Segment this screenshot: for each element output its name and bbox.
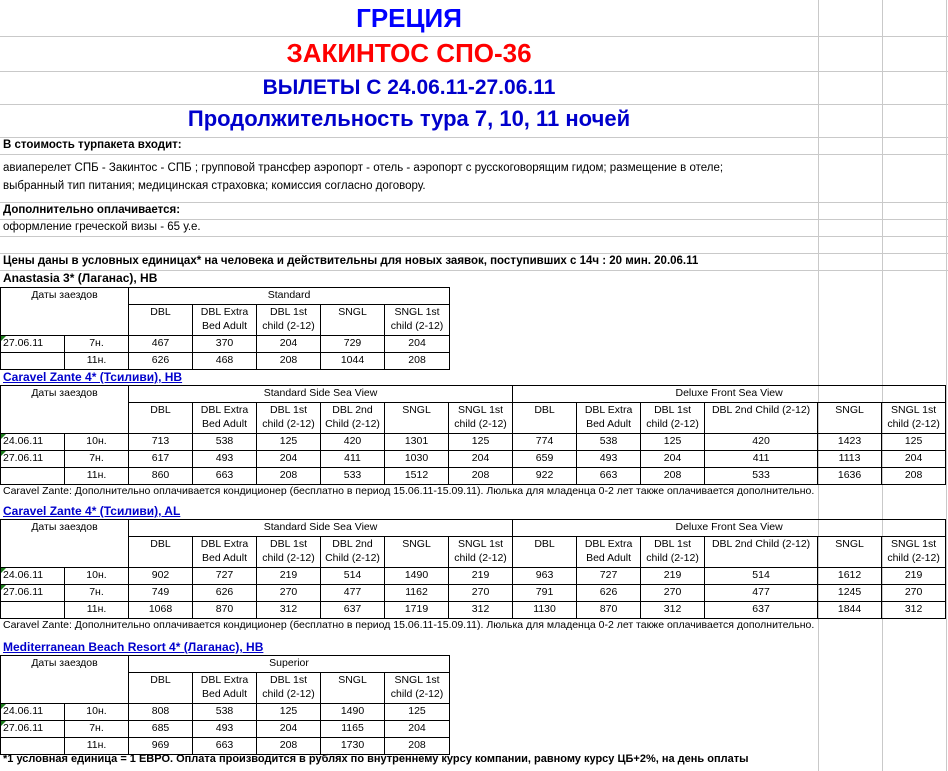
price-cell: 270	[882, 585, 946, 602]
anastasia-price-table	[0, 287, 450, 370]
includes-label: В стоимость турпакета входит:	[3, 139, 182, 151]
hotel-mediterranean-link[interactable]: Mediterranean Beach Resort 4* (Лаганас), HB	[3, 640, 264, 654]
col-child2: DBL 2nd Child (2-12)	[321, 537, 385, 568]
price-cell: 204	[385, 336, 450, 353]
price-cell: 477	[705, 585, 818, 602]
footer-note: *1 условная единица = 1 ЕВРО. Оплата производится в рублях по внутреннему курсу компании, равному курсу ЦБ+2%, на день оплаты	[3, 753, 749, 765]
price-cell: 1730	[321, 738, 385, 755]
price-cell: 791	[513, 585, 577, 602]
nights-cell: 7н.	[65, 451, 129, 468]
price-cell: 749	[129, 585, 193, 602]
date-cell: 24.06.11	[1, 704, 65, 721]
price-cell: 270	[449, 585, 513, 602]
price-cell: 204	[257, 721, 321, 738]
price-cell: 125	[385, 704, 450, 721]
nights-cell: 11н.	[65, 602, 129, 619]
col-sngl: SNGL	[818, 537, 882, 568]
price-cell: 626	[193, 585, 257, 602]
price-cell: 659	[513, 451, 577, 468]
col-dbl: DBL	[129, 403, 193, 434]
price-cell: 617	[129, 451, 193, 468]
nights-cell: 10н.	[65, 434, 129, 451]
price-cell: 1612	[818, 568, 882, 585]
col-dbl-extra: DBL Extra Bed Adult	[577, 537, 641, 568]
caravel-al-note: Caravel Zante: Дополнительно оплачивается кондиционер (бесплатно в период 15.06.11-15.09.11). Люлька для младенца 0-2 лет также оплачивается дополнительно.	[3, 619, 815, 631]
departures-title: ВЫЛЕТЫ С 24.06.11-27.06.11	[262, 76, 556, 99]
includes-line-1: авиаперелет СПБ - Закинтос - СПБ ; групповой трансфер аэропорт - отель - аэропорт с русскоговорящим гидом; размещение в отеле;	[3, 162, 724, 174]
price-cell: 1490	[321, 704, 385, 721]
col-dbl-extra: DBL Extra Bed Adult	[193, 537, 257, 568]
date-cell	[1, 353, 65, 370]
table-row	[1, 704, 450, 721]
price-cell: 125	[449, 434, 513, 451]
col-sngl: SNGL	[321, 305, 385, 336]
caravel-hb-note: Caravel Zante: Дополнительно оплачивается кондиционер (бесплатно в период 15.06.11-15.09.11). Люлька для младенца 0-2 лет также оплачивается дополнительно.	[3, 485, 815, 497]
price-cell: 204	[257, 336, 321, 353]
col-dbl-extra: DBL Extra Bed Adult	[577, 403, 641, 434]
table-row	[1, 353, 450, 370]
price-cell: 312	[641, 602, 705, 619]
col-sngl: SNGL	[385, 403, 449, 434]
nights-cell: 11н.	[65, 468, 129, 485]
price-cell: 204	[882, 451, 946, 468]
col-child1: DBL 1st child (2-12)	[641, 403, 705, 434]
price-cell: 219	[882, 568, 946, 585]
price-cell: 637	[705, 602, 818, 619]
hotel-caravel-hb-link[interactable]: Caravel Zante 4* (Тсиливи), HB	[3, 370, 183, 384]
price-cell: 538	[193, 704, 257, 721]
price-cell: 1044	[321, 353, 385, 370]
price-cell: 538	[193, 434, 257, 451]
price-cell: 493	[193, 721, 257, 738]
nights-cell: 7н.	[65, 336, 129, 353]
price-cell: 1113	[818, 451, 882, 468]
price-cell: 219	[641, 568, 705, 585]
price-cell: 125	[641, 434, 705, 451]
price-cell: 663	[193, 468, 257, 485]
col-dbl-extra: DBL Extra Bed Adult	[193, 673, 257, 704]
price-cell: 626	[129, 353, 193, 370]
row-divider	[0, 253, 948, 254]
price-cell: 514	[705, 568, 818, 585]
price-cell: 208	[257, 738, 321, 755]
price-cell: 467	[129, 336, 193, 353]
date-cell	[1, 602, 65, 619]
price-cell: 774	[513, 434, 577, 451]
table-row	[1, 602, 946, 619]
room-type-header: Superior	[129, 656, 450, 673]
dates-header: Даты заездов	[1, 520, 129, 568]
price-cell: 411	[705, 451, 818, 468]
price-cell: 270	[641, 585, 705, 602]
room-type-header: Standard	[129, 288, 450, 305]
date-cell: 24.06.11	[1, 568, 65, 585]
mediterranean-price-table	[0, 655, 450, 755]
dates-header: Даты заездов	[1, 386, 129, 434]
col-child1: DBL 1st child (2-12)	[257, 673, 321, 704]
date-cell	[1, 738, 65, 755]
price-cell: 411	[321, 451, 385, 468]
price-cell: 663	[193, 738, 257, 755]
col-child1: DBL 1st child (2-12)	[257, 403, 321, 434]
col-sngl-child: SNGL 1st child (2-12)	[385, 305, 450, 336]
table-row	[1, 434, 946, 451]
col-child1: DBL 1st child (2-12)	[257, 305, 321, 336]
price-cell: 370	[193, 336, 257, 353]
table-row	[1, 568, 946, 585]
price-cell: 727	[577, 568, 641, 585]
row-divider	[0, 71, 948, 72]
price-cell: 1512	[385, 468, 449, 485]
row-divider	[0, 202, 948, 203]
price-cell: 1130	[513, 602, 577, 619]
row-divider	[0, 154, 948, 155]
price-cell: 1844	[818, 602, 882, 619]
col-child1: DBL 1st child (2-12)	[257, 537, 321, 568]
price-cell: 208	[449, 468, 513, 485]
nights-cell: 11н.	[65, 353, 129, 370]
includes-line-2: выбранный тип питания; медицинская страховка; комиссия согласно договору.	[3, 180, 426, 192]
date-cell: 27.06.11	[1, 721, 65, 738]
col-sngl-child: SNGL 1st child (2-12)	[882, 403, 946, 434]
room-type-header: Deluxe Front Sea View	[513, 386, 946, 403]
row-divider	[0, 137, 948, 138]
price-cell: 208	[257, 353, 321, 370]
price-cell: 808	[129, 704, 193, 721]
price-cell: 1162	[385, 585, 449, 602]
nights-cell: 7н.	[65, 721, 129, 738]
price-cell: 727	[193, 568, 257, 585]
price-cell: 312	[257, 602, 321, 619]
duration-title: Продолжительность тура 7, 10, 11 ночей	[187, 106, 631, 131]
price-cell: 1719	[385, 602, 449, 619]
price-cell: 312	[882, 602, 946, 619]
price-cell: 533	[705, 468, 818, 485]
price-cell: 204	[449, 451, 513, 468]
col-dbl: DBL	[129, 305, 193, 336]
price-cell: 685	[129, 721, 193, 738]
price-note: Цены даны в условных единицах* на человека и действительны для новых заявок, поступивших с 14ч : 20 мин. 20.06.11	[3, 255, 699, 267]
col-sngl: SNGL	[385, 537, 449, 568]
col-child1: DBL 1st child (2-12)	[641, 537, 705, 568]
price-cell: 1636	[818, 468, 882, 485]
nights-cell: 10н.	[65, 704, 129, 721]
date-cell	[1, 468, 65, 485]
price-cell: 870	[193, 602, 257, 619]
nights-cell: 10н.	[65, 568, 129, 585]
price-cell: 125	[257, 704, 321, 721]
price-cell: 538	[577, 434, 641, 451]
dates-header: Даты заездов	[1, 288, 129, 336]
col-sngl-child: SNGL 1st child (2-12)	[449, 537, 513, 568]
price-cell: 270	[257, 585, 321, 602]
hotel-caravel-al-link[interactable]: Caravel Zante 4* (Тсиливи), AL	[3, 504, 181, 518]
price-cell: 208	[385, 353, 450, 370]
price-cell: 969	[129, 738, 193, 755]
table-row	[1, 721, 450, 738]
col-dbl: DBL	[129, 537, 193, 568]
col-sngl: SNGL	[321, 673, 385, 704]
price-cell: 922	[513, 468, 577, 485]
col-dbl-extra: DBL Extra Bed Adult	[193, 403, 257, 434]
extra-label: Дополнительно оплачивается:	[3, 204, 181, 216]
price-cell: 870	[577, 602, 641, 619]
table-row	[1, 468, 946, 485]
price-cell: 1245	[818, 585, 882, 602]
col-sngl-child: SNGL 1st child (2-12)	[449, 403, 513, 434]
price-cell: 1165	[321, 721, 385, 738]
price-cell: 219	[257, 568, 321, 585]
col-sngl: SNGL	[818, 403, 882, 434]
price-cell: 208	[385, 738, 450, 755]
row-divider	[0, 236, 948, 237]
hotel-anastasia-name: Anastasia 3* (Лаганас), HB	[3, 271, 158, 285]
table-row	[1, 738, 450, 755]
price-cell: 533	[321, 468, 385, 485]
date-cell: 27.06.11	[1, 585, 65, 602]
price-cell: 626	[577, 585, 641, 602]
country-title: ГРЕЦИЯ	[356, 3, 462, 33]
price-cell: 204	[641, 451, 705, 468]
caravel-al-price-table	[0, 519, 946, 619]
col-dbl: DBL	[513, 537, 577, 568]
row-divider	[0, 219, 948, 220]
price-cell: 420	[705, 434, 818, 451]
col-dbl-extra: DBL Extra Bed Adult	[193, 305, 257, 336]
col-sngl-child: SNGL 1st child (2-12)	[385, 673, 450, 704]
price-cell: 208	[641, 468, 705, 485]
date-cell: 27.06.11	[1, 451, 65, 468]
row-divider	[0, 36, 948, 37]
caravel-hb-price-table	[0, 385, 946, 485]
room-type-header: Standard Side Sea View	[129, 520, 513, 537]
price-cell: 1423	[818, 434, 882, 451]
price-cell: 860	[129, 468, 193, 485]
date-cell: 27.06.11	[1, 336, 65, 353]
price-cell: 713	[129, 434, 193, 451]
col-dbl: DBL	[129, 673, 193, 704]
price-cell: 637	[321, 602, 385, 619]
price-cell: 468	[193, 353, 257, 370]
room-type-header: Standard Side Sea View	[129, 386, 513, 403]
col-dbl: DBL	[513, 403, 577, 434]
offer-title: ЗАКИНТОС СПО-36	[286, 38, 532, 68]
col-sngl-child: SNGL 1st child (2-12)	[882, 537, 946, 568]
col-child2: DBL 2nd Child (2-12)	[705, 537, 818, 568]
row-divider	[0, 104, 948, 105]
col-child2: DBL 2nd Child (2-12)	[321, 403, 385, 434]
price-cell: 902	[129, 568, 193, 585]
table-row	[1, 451, 946, 468]
table-row	[1, 585, 946, 602]
price-cell: 493	[577, 451, 641, 468]
price-cell: 514	[321, 568, 385, 585]
price-cell: 420	[321, 434, 385, 451]
table-row	[1, 336, 450, 353]
room-type-header: Deluxe Front Sea View	[513, 520, 946, 537]
nights-cell: 7н.	[65, 585, 129, 602]
extra-line-1: оформление греческой визы - 65 у.е.	[3, 221, 201, 233]
dates-header: Даты заездов	[1, 656, 129, 704]
price-cell: 1301	[385, 434, 449, 451]
price-cell: 493	[193, 451, 257, 468]
price-cell: 1068	[129, 602, 193, 619]
price-cell: 208	[882, 468, 946, 485]
price-cell: 125	[882, 434, 946, 451]
col-child2: DBL 2nd Child (2-12)	[705, 403, 818, 434]
price-cell: 219	[449, 568, 513, 585]
price-cell: 312	[449, 602, 513, 619]
price-cell: 729	[321, 336, 385, 353]
price-cell: 1030	[385, 451, 449, 468]
price-cell: 1490	[385, 568, 449, 585]
price-cell: 663	[577, 468, 641, 485]
nights-cell: 11н.	[65, 738, 129, 755]
price-cell: 204	[257, 451, 321, 468]
date-cell: 24.06.11	[1, 434, 65, 451]
price-cell: 477	[321, 585, 385, 602]
price-cell: 204	[385, 721, 450, 738]
price-cell: 963	[513, 568, 577, 585]
price-cell: 125	[257, 434, 321, 451]
price-cell: 208	[257, 468, 321, 485]
